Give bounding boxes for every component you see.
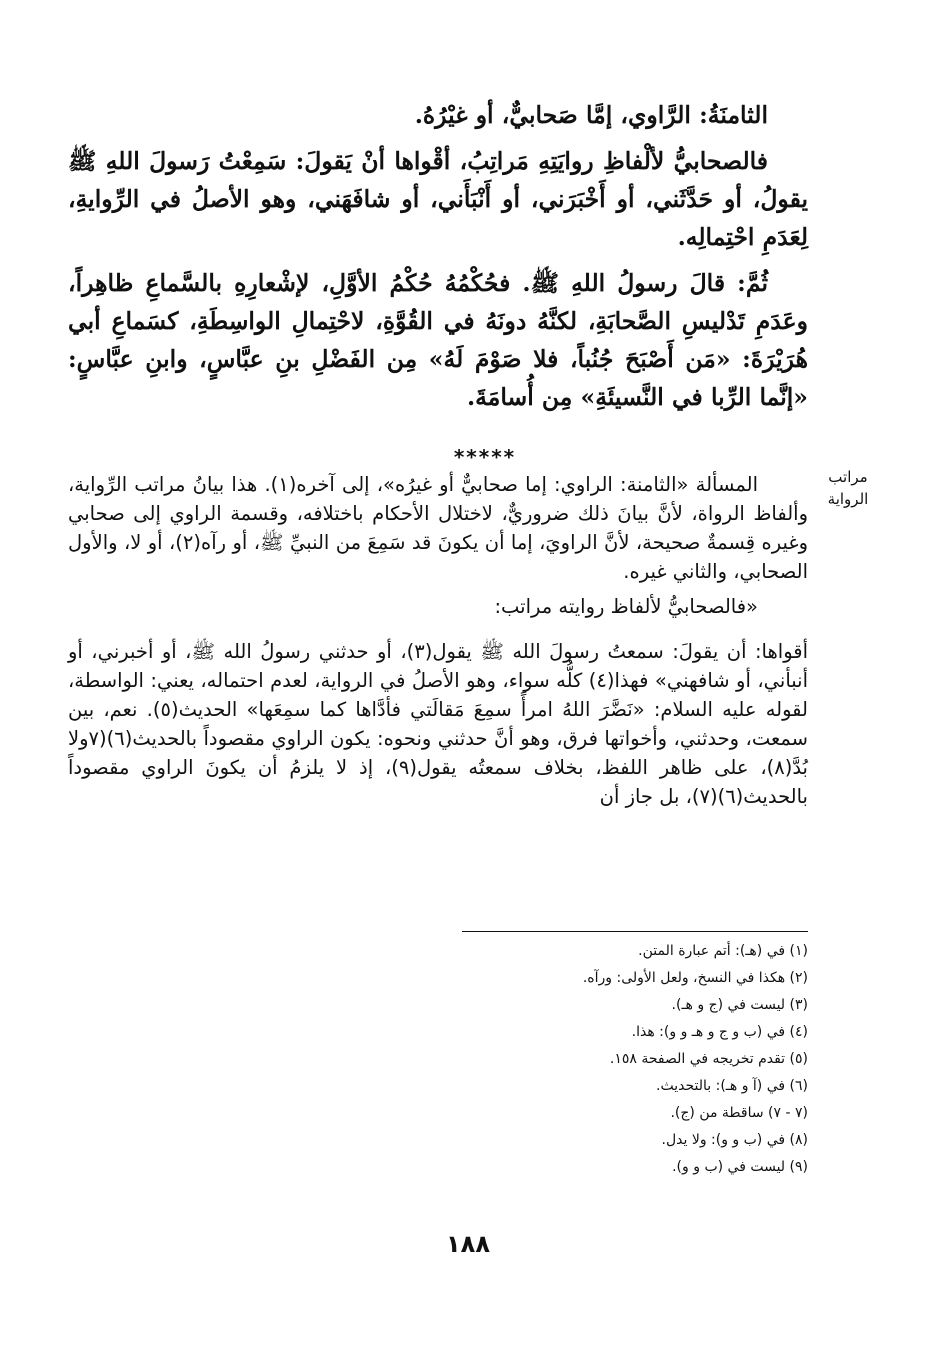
footnote: (٢) هكذا في النسخ، ولعل الأولى: ورآه.: [582, 970, 808, 986]
matn-paragraph: فالصحابيُّ لألْفاظِ روايَتِهِ مَراتِبُ، أقْواها أنْ يَقولَ: سَمِعْتُ رَسولَ اللهِ ﷺ يقولُ، أو حَدَّثَني، أو أَخْبَرَني، أو أَنْبَأَني، أو شافَهَني، وهو الأصلُ في الرِّوايةِ، لِعَدَمِ احْتِمالِه.: [68, 147, 808, 251]
matn-paragraph: ثُمَّ: قالَ رسولُ اللهِ ﷺ. فحُكْمُهُ حُكْمُ الأوَّلِ، لإشْعارِهِ بالسَّماعِ ظاهِراً، وعَدَمِ تَدْليسِ الصَّحابَةِ، لكنَّهُ دونَهُ في القُوَّةِ، لاحْتِمالِ الواسِطَةِ، كسَماعِ أبي هُرَيْرَةَ: «مَن أَصْبَحَ جُنُباً، فلا صَوْمَ لَهُ» مِن الفَضْلِ بنِ عبَّاسٍ، وابنِ عبَّاسٍ: «إنَّما الرِّبا في النَّسيئَةِ» مِن أُسامَةَ.: [68, 269, 808, 411]
commentary-paragraph: «فالصحابيُّ لألفاظ روايته مراتب:: [494, 595, 758, 618]
page-number: ١٨٨: [446, 1230, 490, 1258]
footnote: (٦) في (آ و هـ): بالتحديث.: [656, 1078, 808, 1094]
matn-paragraph: الثامنَةُ: الرَّاوي، إمَّا صَحابيٌّ، أو غيْرُهُ.: [414, 101, 768, 129]
matn-text: [68, 96, 808, 424]
commentary-paragraph: أقواها: أن يقولَ: سمعتُ رسولَ الله ﷺ يقول(٣)، أو حدثني رسولُ الله ﷺ، أو أخبرني، أو أنبأني، أو شافهني» فهذا(٤) كلُّه سواء، وهو الأصلُ في الرواية، لعدم احتماله، يعني: الواسطة، لقوله عليه السلام: «نَضَّرَ اللهُ امرأً سمِعَ مَقالَتي فأدَّاها كما سمِعَها» الحديث(٥). نعم، بين سمعت، وحدثني، وأخواتها فرق، وهو أنَّ حدثني ونحوه: يكون الراوي مقصوداً بالحديث(٦)(٧ولا بُدَّ(٨)، على ظاهر اللفظ، بخلاف سمعتُه يقول(٩)، إذ لا يلزمُ أن يكونَ الراوي مقصوداً بالحديث(٦)(٧)، بل جاز أن: [68, 640, 809, 808]
margin-heading: [818, 466, 878, 510]
footnote: (٥) تقدم تخريجه في الصفحة ١٥٨.: [609, 1051, 808, 1067]
margin-heading-line: الرواية: [827, 490, 869, 508]
footnote: (٨) في (ب و و): ولا يدل.: [661, 1132, 808, 1148]
footnote: (١) في (هـ): أتم عبارة المتن.: [638, 943, 808, 959]
section-separator: *****: [453, 445, 517, 469]
margin-heading-line: مراتب: [828, 468, 868, 486]
footnote: (٩) ليست في (ب و و).: [672, 1159, 808, 1175]
commentary-text: [68, 470, 808, 817]
footnote: (٤) في (ب و ج و هـ و و): هذا.: [631, 1024, 808, 1040]
footnote-rule: [462, 931, 808, 932]
footnote: (٣) ليست في (ج و هـ).: [671, 997, 808, 1013]
footnotes: [300, 938, 808, 1181]
footnote: (٧ - ٧) ساقطة من (ج).: [670, 1105, 808, 1121]
commentary-paragraph: المسألة «الثامنة: الراوي: إما صحابيٌّ أو غيرُه»، إلى آخره(١). هذا بيانُ مراتب الرِّواية، وألفاظ الرواة، لأنَّ بيانَ ذلك ضروريٌّ، لاختلال الأحكام باختلافه، وقسمة الراوي إلى صحابي وغيره قِسمةٌ صحيحة، لأنَّ الراويَ، إما أن يكونَ قد سَمِعَ من النبيِّ ﷺ، أو رآه(٢)، أو لا، والأول الصحابي، والثاني غيره.: [68, 473, 808, 583]
